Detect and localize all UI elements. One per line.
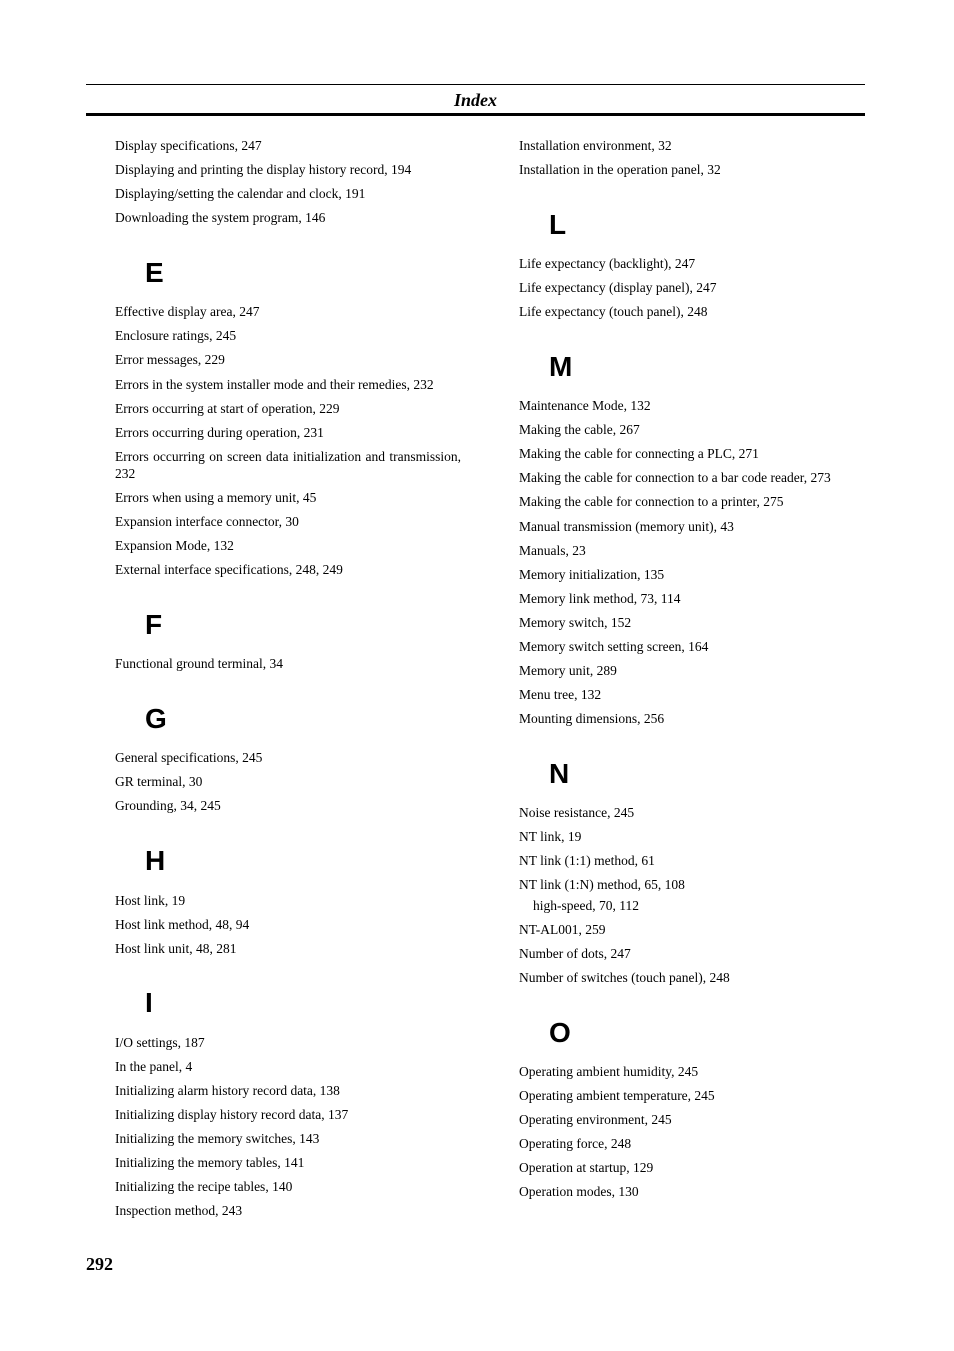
index-entry: Memory switch setting screen, 164 (519, 639, 709, 654)
index-entry: Life expectancy (touch panel), 248 (519, 304, 708, 319)
index-entry: Operation at startup, 129 (519, 1160, 654, 1175)
index-entry: Memory initialization, 135 (519, 567, 665, 582)
index-entry: Manual transmission (memory unit), 43 (519, 519, 734, 534)
section-letter-g: G (145, 703, 167, 734)
index-entry: GR terminal, 30 (115, 774, 203, 789)
index-entry: Manuals, 23 (519, 543, 586, 558)
index-entry: Host link, 19 (115, 893, 186, 908)
section-letter-o: O (549, 1017, 571, 1048)
index-entry: Making the cable for connection to a printer, 275 (519, 494, 784, 509)
index-entry: Memory switch, 152 (519, 615, 632, 630)
index-entry: Life expectancy (display panel), 247 (519, 280, 717, 295)
section-letter-n: N (549, 758, 570, 789)
index-entry: Host link method, 48, 94 (115, 917, 250, 932)
section-letter-f: F (145, 609, 163, 640)
index-entry: Memory link method, 73, 114 (519, 591, 681, 606)
section-letter-l: L (549, 209, 567, 240)
header-top-rule (86, 84, 865, 85)
index-entry: I/O settings, 187 (115, 1035, 205, 1050)
index-entry: NT link (1:N) method, 65, 108 (519, 877, 685, 892)
section-letter-i: I (145, 987, 153, 1018)
index-entry: Downloading the system program, 146 (115, 210, 326, 225)
index-entry: Operating environment, 245 (519, 1112, 672, 1127)
index-entry: Mounting dimensions, 256 (519, 711, 665, 726)
index-entry: Expansion interface connector, 30 (115, 514, 299, 529)
index-entry: External interface specifications, 248, 249 (115, 562, 343, 577)
index-entry: Errors occurring at start of operation, 229 (115, 401, 340, 416)
index-entry: Errors when using a memory unit, 45 (115, 490, 317, 505)
index-entry: Operating ambient humidity, 245 (519, 1064, 699, 1079)
index-entry: Initializing the memory tables, 141 (115, 1155, 305, 1170)
index-entry: Operation modes, 130 (519, 1184, 639, 1199)
index-entry: Maintenance Mode, 132 (519, 398, 651, 413)
index-entry: NT link (1:1) method, 61 (519, 853, 655, 868)
index-entry: Noise resistance, 245 (519, 805, 635, 820)
index-entry: Functional ground terminal, 34 (115, 656, 283, 671)
index-entry: Display specifications, 247 (115, 138, 262, 153)
index-entry: Errors in the system installer mode and their remedies, 232 (115, 377, 434, 392)
index-entry: Expansion Mode, 132 (115, 538, 234, 553)
index-entry: Host link unit, 48, 281 (115, 941, 237, 956)
index-entry: Number of dots, 247 (519, 946, 631, 961)
index-entry: Enclosure ratings, 245 (115, 328, 237, 343)
index-entry: NT link, 19 (519, 829, 582, 844)
index-entry: Making the cable, 267 (519, 422, 640, 437)
index-entry: Installation environment, 32 (519, 138, 672, 153)
index-entry: Number of switches (touch panel), 248 (519, 970, 730, 985)
section-letter-m: M (549, 351, 573, 382)
section-letter-h: H (145, 845, 166, 876)
page-number: 292 (86, 1254, 113, 1274)
index-entry: Displaying and printing the display history record, 194 (115, 162, 412, 177)
page-header-title: Index (453, 90, 497, 110)
index-entry: Making the cable for connecting a PLC, 271 (519, 446, 759, 461)
index-entry: Initializing display history record data, 137 (115, 1107, 349, 1122)
index-entry: Operating force, 248 (519, 1136, 632, 1151)
index-entry: Errors occurring during operation, 231 (115, 425, 324, 440)
index-entry: Inspection method, 243 (115, 1203, 243, 1218)
index-entry: Initializing the recipe tables, 140 (115, 1179, 293, 1194)
index-entry: Installation in the operation panel, 32 (519, 162, 721, 177)
index-entry: Initializing the memory switches, 143 (115, 1131, 320, 1146)
index-entry: NT-AL001, 259 (519, 922, 606, 937)
index-entry: Grounding, 34, 245 (115, 798, 221, 813)
index-entry: Memory unit, 289 (519, 663, 617, 678)
index-entry: Making the cable for connection to a bar code reader, 273 (519, 470, 831, 485)
index-entry: Errors occurring on screen data initialization and transmission, 232 (115, 449, 461, 481)
index-entry: In the panel, 4 (115, 1059, 193, 1074)
index-entry: Displaying/setting the calendar and clock, 191 (115, 186, 366, 201)
index-entry: Menu tree, 132 (519, 687, 602, 702)
header-bottom-rule (86, 113, 865, 116)
index-entry: Effective display area, 247 (115, 304, 260, 319)
section-letter-e: E (145, 257, 164, 288)
index-entry: Initializing alarm history record data, 138 (115, 1083, 340, 1098)
index-entry: Error messages, 229 (115, 352, 225, 367)
index-entry: Life expectancy (backlight), 247 (519, 256, 696, 271)
index-entry: General specifications, 245 (115, 750, 263, 765)
index-subentry: high-speed, 70, 112 (533, 898, 639, 913)
index-entry: Operating ambient temperature, 245 (519, 1088, 715, 1103)
